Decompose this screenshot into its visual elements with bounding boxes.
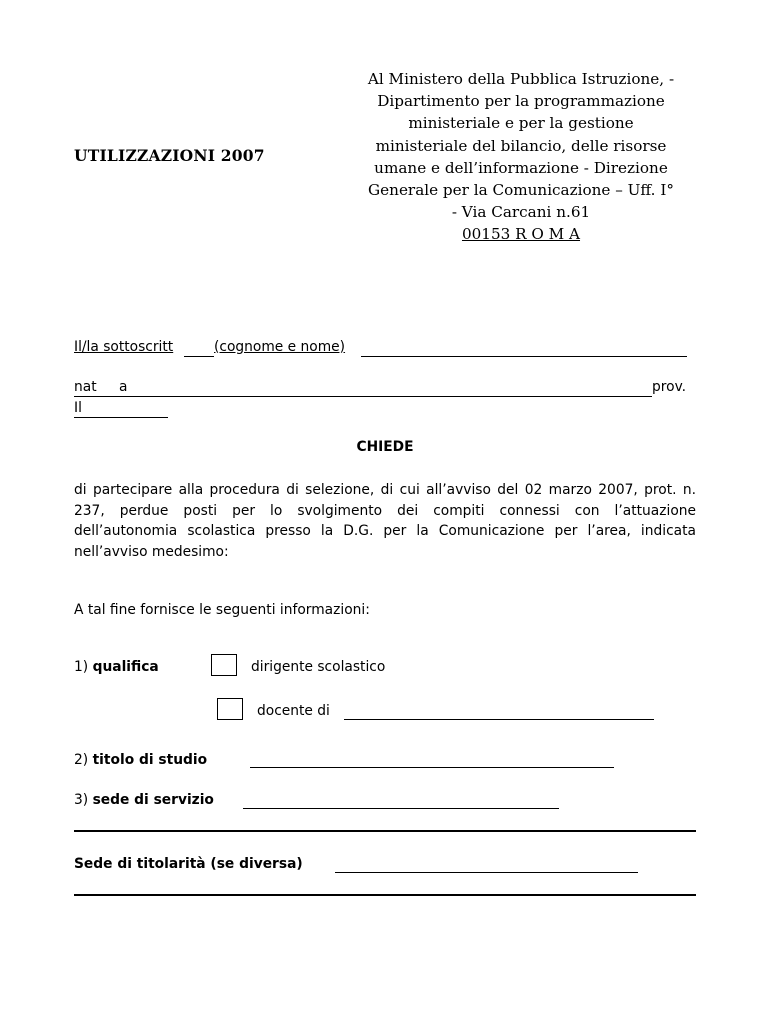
recipient-line: ministeriale del bilancio, delle risorse [375, 136, 667, 155]
q3-number: 3) [74, 792, 89, 808]
study-title-field[interactable] [250, 767, 614, 768]
docente-subject-field[interactable] [344, 719, 654, 720]
born-label: nat [74, 379, 97, 395]
prov-label: prov. [652, 379, 687, 395]
option-docente-label: docente di [257, 703, 330, 719]
request-heading: CHIEDE [356, 439, 414, 455]
birthplace-field[interactable] [74, 396, 652, 397]
name-field[interactable] [361, 356, 687, 357]
recipient-line: ministeriale e per la gestione [408, 114, 634, 133]
q2-label: titolo di studio [92, 752, 208, 768]
q3-label: sede di servizio [92, 792, 214, 808]
q4-label: Sede di titolarità (se diversa) [74, 856, 303, 872]
born-at-label: a [119, 379, 128, 395]
q2-row [74, 752, 207, 768]
q1-label: qualifica [92, 659, 159, 675]
titularity-seat-field[interactable] [335, 872, 638, 873]
info-intro: A tal fine fornisce le seguenti informazioni: [74, 602, 370, 618]
recipient-line: umane e dell’informazione - Direzione [374, 158, 668, 177]
birthdate-field[interactable] [74, 417, 168, 418]
section-divider-bottom [74, 894, 696, 896]
recipient-city: 00153 R O M A [461, 225, 581, 244]
undersigned-hint: (cognome e nome) [214, 339, 346, 355]
recipient-line: Al Ministero della Pubblica Istruzione, - [367, 70, 675, 88]
q1-row [74, 659, 159, 675]
option-dirigente-label: dirigente scolastico [251, 659, 386, 675]
q3-row [74, 792, 214, 808]
form-title: UTILIZZAZIONI 2007 [74, 146, 265, 165]
request-text: di partecipare alla procedura di selezione, di cui all’avviso del 02 marzo 2007, prot. n. 237, perdue posti per lo svolgimento dei compiti connessi con l’attuazione dell’autonomia scolastica presso la D.G. per la Comunicazione per l’area, indicata nell’avviso medesimo: [74, 482, 696, 560]
recipient-line: Generale per la Comunicazione – Uff. I° [368, 181, 674, 200]
checkbox-docente[interactable] [217, 698, 243, 720]
date-label: Il [74, 400, 82, 416]
q1-number: 1) [74, 659, 89, 675]
undersigned-suffix-blank[interactable] [184, 356, 214, 357]
section-divider [74, 830, 696, 832]
recipient-address [350, 68, 692, 246]
recipient-line: Dipartimento per la programmazione [377, 92, 665, 111]
service-seat-field[interactable] [243, 808, 559, 809]
checkbox-dirigente[interactable] [211, 654, 237, 676]
undersigned-label: Il/la sottoscritt [74, 339, 174, 355]
recipient-line: - Via Carcani n.61 [451, 203, 591, 222]
q2-number: 2) [74, 752, 89, 768]
